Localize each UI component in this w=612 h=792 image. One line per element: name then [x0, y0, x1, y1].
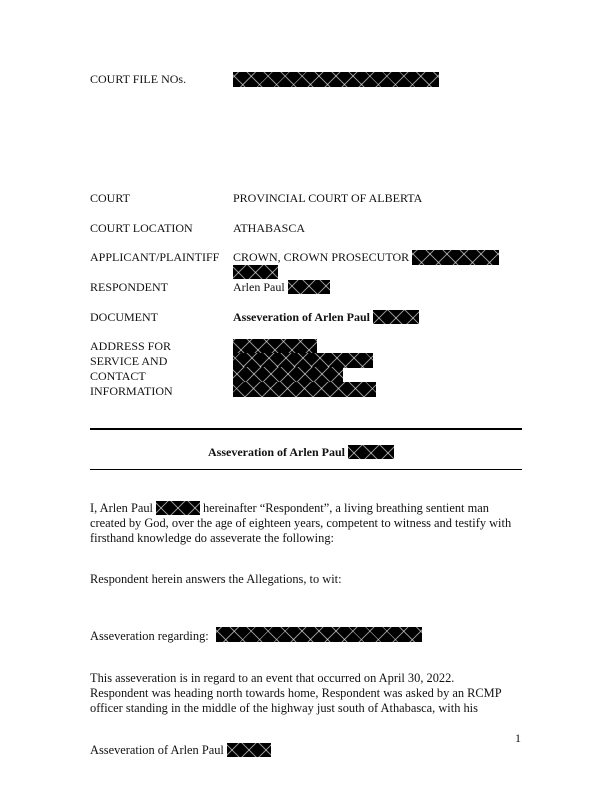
redacted-surname: [373, 310, 419, 324]
court-value: PROVINCIAL COURT OF ALBERTA: [233, 191, 423, 205]
heading-bottom-rule: [90, 469, 522, 470]
applicant-label: APPLICANT/PLAINTIFF: [90, 250, 220, 264]
redacted-address-line-1: [233, 339, 317, 354]
respondent-label: RESPONDENT: [90, 280, 169, 294]
address-label-line-4: INFORMATION: [90, 384, 173, 398]
heading-top-rule: [90, 428, 522, 430]
regarding-label: Asseveration regarding:: [90, 629, 209, 643]
address-label-line-2: SERVICE AND: [90, 354, 168, 368]
respondent-name: Arlen Paul: [233, 280, 285, 294]
redacted-regarding: [216, 627, 422, 642]
applicant-value: CROWN, CROWN PROSECUTOR: [233, 250, 410, 264]
running-footer-title: Asseveration of Arlen Paul: [90, 743, 224, 757]
intro-name: I, Arlen Paul: [90, 501, 153, 515]
event-line-1: This asseveration is in regard to an event that occurred on April 30, 2022.: [90, 671, 455, 685]
document-title: Asseveration of Arlen Paul: [233, 310, 370, 324]
redacted-surname: [288, 280, 330, 294]
redacted-address-line-4: [233, 382, 376, 397]
redacted-surname: [348, 445, 394, 459]
document-label: DOCUMENT: [90, 310, 158, 324]
redacted-court-file-numbers: [233, 72, 439, 87]
intro-line-2: created by God, over the age of eighteen years, competent to witness and testify with: [90, 516, 512, 530]
event-line-3: officer standing in the middle of the highway just south of Athabasca, with his: [90, 701, 478, 715]
document-value: [233, 310, 419, 325]
redacted-prosecutor-name: [412, 250, 499, 265]
redacted-surname: [227, 743, 271, 757]
court-file-label: COURT FILE NOs.: [90, 72, 187, 86]
redacted-surname: [156, 501, 200, 515]
answers-line: Respondent herein answers the Allegations, to wit:: [90, 572, 342, 586]
page-number: 1: [515, 731, 521, 745]
intro-line-1: [90, 501, 489, 517]
court-location-label: COURT LOCATION: [90, 221, 193, 235]
redacted-address-line-3: [233, 367, 343, 382]
address-label-line-3: CONTACT: [90, 369, 146, 383]
intro-line-1-rest: hereinafter “Respondent”, a living breathing sentient man: [202, 501, 489, 515]
running-footer: [90, 743, 271, 759]
intro-line-3: firsthand knowledge do asseverate the following:: [90, 531, 334, 545]
respondent-value: [233, 280, 330, 295]
address-label-line-1: ADDRESS FOR: [90, 339, 172, 353]
redacted-address-line-2: [233, 353, 373, 368]
redacted-prosecutor-name-cont: [233, 265, 278, 279]
event-line-2: Respondent was heading north towards home, Respondent was asked by an RCMP: [90, 686, 502, 700]
court-location-value: ATHABASCA: [233, 221, 306, 235]
document-heading-text: Asseveration of Arlen Paul: [208, 445, 345, 459]
document-heading: [208, 445, 394, 460]
court-label: COURT: [90, 191, 130, 205]
